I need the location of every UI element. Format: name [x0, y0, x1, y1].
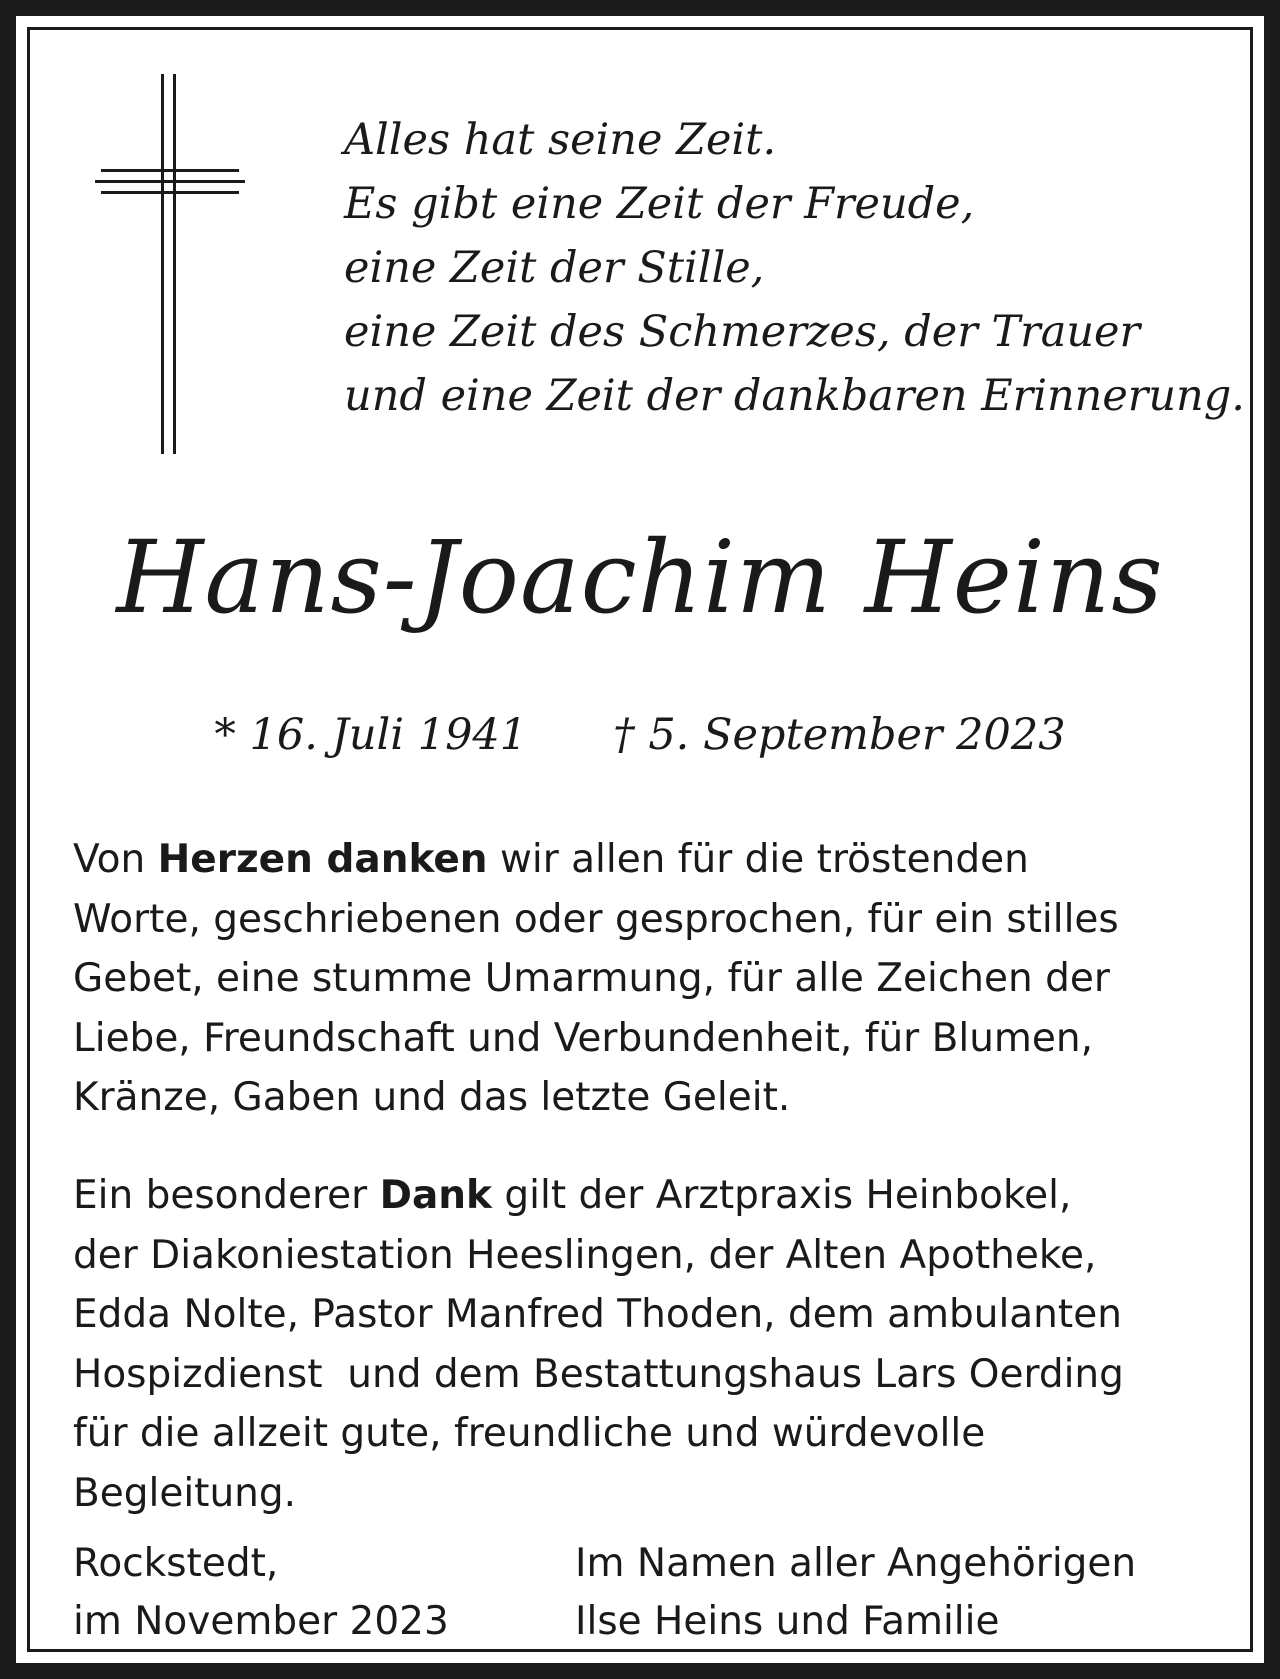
- death-date: † 5. September 2023: [613, 710, 1066, 760]
- verse: [344, 108, 1245, 428]
- paragraph-line: Begleitung.: [73, 1470, 297, 1516]
- paragraph-line: [73, 1166, 1223, 1226]
- cross-icon: [95, 74, 245, 454]
- thanks-paragraph-1: [73, 830, 1223, 1128]
- signature-line: Im Namen aller Angehörigen: [575, 1541, 1137, 1586]
- paragraph-line: Worte, geschriebenen oder gesprochen, für ein stilles: [73, 896, 1119, 942]
- emphasis-text: Dank: [379, 1173, 492, 1218]
- birth-date: * 16. Juli 1941: [214, 710, 528, 760]
- emphasis-text: Herzen danken: [157, 837, 488, 882]
- obituary-frame: [27, 27, 1253, 1652]
- verse-line: Es gibt eine Zeit der Freude,: [344, 179, 975, 229]
- signature: [575, 1535, 1136, 1651]
- lead-text: Von: [73, 837, 158, 882]
- deceased-name: Hans-Joachim Heins: [116, 519, 1164, 636]
- paragraph-line: Gebet, eine stumme Umarmung, für alle Zeichen der: [73, 956, 1110, 1001]
- rest-text: gilt der Arztpraxis Heinbokel,: [492, 1173, 1072, 1218]
- verse-line: eine Zeit der Stille,: [344, 243, 765, 293]
- verse-line: eine Zeit des Schmerzes, der Trauer: [344, 307, 1141, 357]
- obituary-card: [16, 16, 1264, 1663]
- signature-line: Ilse Heins und Familie: [575, 1599, 1000, 1644]
- place: Rockstedt,: [73, 1541, 279, 1586]
- place-and-date: [73, 1535, 449, 1651]
- paragraph-line: Kränze, Gaben und das letzte Geleit.: [73, 1075, 791, 1120]
- thanks-paragraph-2: [73, 1166, 1223, 1523]
- paragraph-line: Liebe, Freundschaft und Verbundenheit, für Blumen,: [73, 1015, 1094, 1061]
- paragraph-line: [73, 830, 1223, 890]
- verse-line: und eine Zeit der dankbaren Erinnerung.: [344, 371, 1245, 421]
- verse-line: Alles hat seine Zeit.: [344, 115, 777, 165]
- rest-text: wir allen für die tröstenden: [487, 837, 1029, 882]
- paragraph-line: Edda Nolte, Pastor Manfred Thoden, dem ambulanten: [73, 1292, 1122, 1337]
- paragraph-line: Hospizdienst und dem Bestattungshaus Lars Oerding: [73, 1351, 1124, 1397]
- paragraph-line: der Diakoniestation Heeslingen, der Alten Apotheke,: [73, 1232, 1097, 1278]
- paragraph-line: für die allzeit gute, freundliche und würdevolle: [73, 1411, 986, 1456]
- date: im November 2023: [73, 1599, 449, 1644]
- life-dates: [30, 705, 1250, 765]
- lead-text: Ein besonderer: [73, 1173, 380, 1218]
